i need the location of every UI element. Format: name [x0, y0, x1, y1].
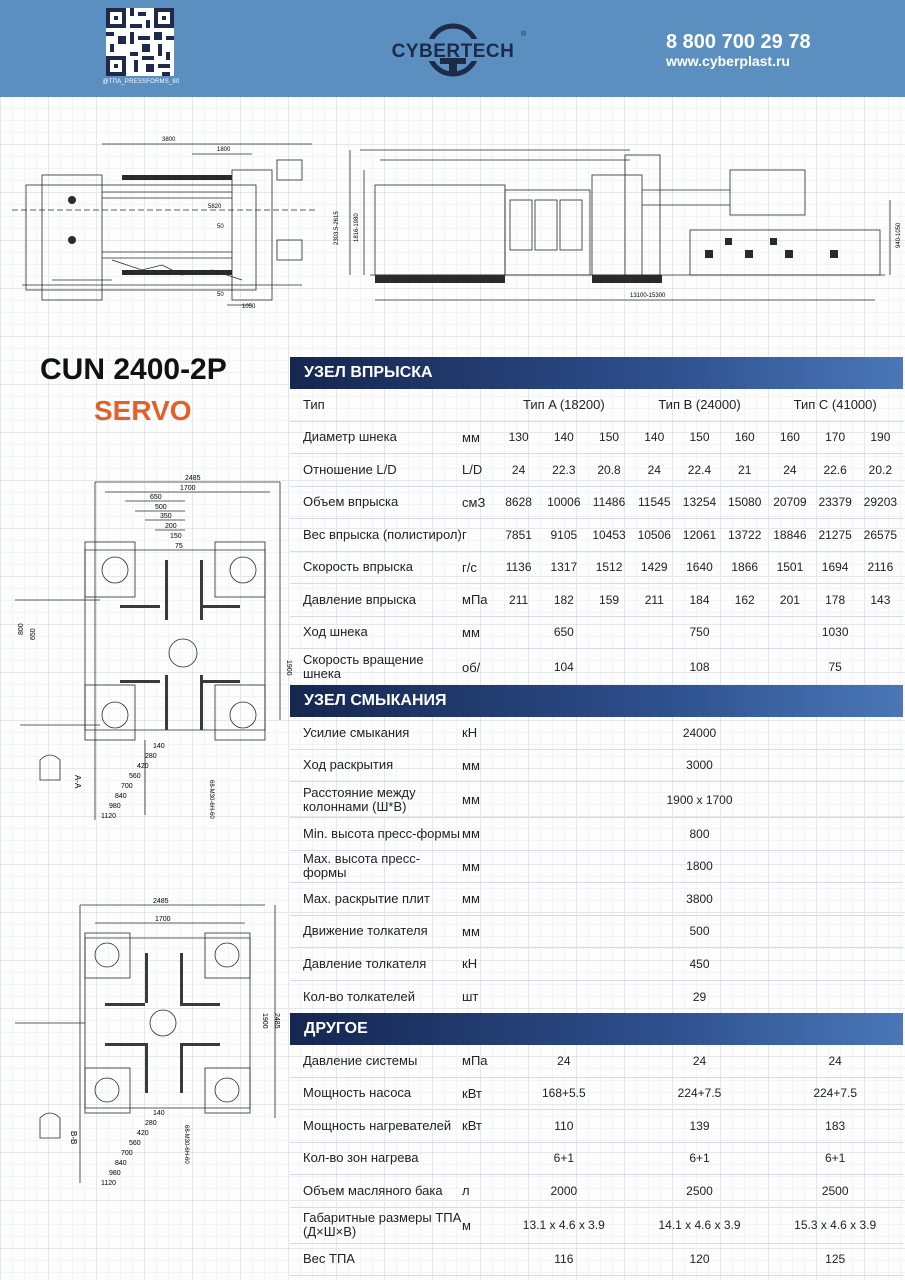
dim-a-75: 75	[175, 543, 183, 550]
cell: 24	[783, 462, 797, 477]
cell: 10506	[637, 527, 671, 542]
cell: 178	[825, 592, 846, 607]
cell: 29	[692, 989, 707, 1004]
cell: 24000	[682, 725, 717, 740]
cell: 143	[870, 592, 891, 607]
row-screw-stroke	[290, 617, 903, 650]
cell: 18846	[773, 527, 807, 542]
website-link[interactable]: www.cyberplast.ru	[666, 53, 790, 69]
cell: 21275	[818, 527, 852, 542]
row-injection-rate	[290, 552, 903, 585]
cell: 6+1	[689, 1151, 710, 1166]
dim-a-1700: 1700	[180, 485, 196, 492]
cell: 15.3 х 4.6 х 3.9	[794, 1218, 877, 1232]
dim-b-420: 420	[137, 1130, 149, 1137]
cell: 183	[825, 1118, 846, 1133]
cell: 20709	[773, 495, 807, 510]
dim-b-1900: 1900	[261, 1013, 268, 1029]
dim-side-1816: 1816-1980	[354, 213, 360, 242]
section-label-b: B-B	[69, 1131, 78, 1145]
qr-code	[106, 8, 174, 76]
dim-b-1120: 1120	[101, 1180, 117, 1187]
dim-a-350: 350	[160, 513, 172, 520]
dim-b-1700: 1700	[155, 916, 171, 923]
dim-a-650: 650	[150, 494, 162, 501]
row-label: Вес ТПА	[303, 1251, 355, 1267]
row-unit: мм	[462, 858, 480, 874]
cell: 104	[553, 660, 574, 674]
row-screw-diameter	[290, 422, 903, 455]
cell: 9105	[550, 527, 578, 542]
dim-a-800: 800	[18, 623, 25, 635]
cell: 182	[553, 592, 574, 607]
row-oil-tank	[290, 1175, 903, 1208]
machine-side-view-drawing	[330, 130, 905, 320]
row-label: Вес впрыска (полистирол)	[303, 526, 462, 542]
section-other: ДРУГОЕ	[290, 1013, 903, 1045]
cell: 10453	[592, 527, 626, 542]
dim-side-13100: 13100-15300	[630, 293, 666, 299]
cell: 1694	[821, 560, 849, 575]
row-unit: мм	[462, 826, 480, 842]
cell: 750	[689, 625, 710, 640]
cell: 1501	[776, 560, 804, 575]
cell: 108	[689, 660, 710, 674]
cell: 1136	[505, 560, 532, 575]
cell: 6+1	[825, 1151, 846, 1166]
dim-b-980: 980	[109, 1170, 121, 1177]
row-unit: мПа	[462, 592, 488, 608]
cell: 20.8	[597, 462, 621, 477]
dim-side-940: 940-1050	[896, 222, 902, 248]
bolt-label-b: 68-M30-6H-60	[183, 1125, 189, 1164]
cell: 139	[689, 1118, 710, 1133]
cell: 20.2	[868, 462, 893, 477]
row-label: Давление толкателя	[303, 955, 427, 971]
row-heater-power	[290, 1110, 903, 1143]
dim-a-650-v: 650	[30, 628, 37, 640]
row-label: Скорость впрыска	[303, 559, 413, 575]
cell: 3000	[686, 758, 713, 773]
cell: 211	[509, 592, 529, 607]
row-label: Max. раскрытие плит	[303, 890, 430, 906]
header-bar	[0, 0, 905, 97]
cell: 22.4	[687, 462, 712, 477]
row-label: Движение толкателя	[303, 923, 428, 939]
cell: 125	[825, 1252, 846, 1267]
row-label: Ход шнека	[303, 624, 368, 640]
row-dimensions	[290, 1208, 903, 1244]
dim-top-3800: 3800	[162, 137, 176, 143]
dim-top-5820: 5820	[208, 204, 222, 210]
cell: 150	[689, 430, 710, 445]
dim-top-1050: 1050	[242, 304, 256, 310]
cell: 201	[779, 592, 800, 607]
cell: 12061	[682, 527, 717, 542]
cell: 184	[689, 592, 710, 607]
row-machine-weight	[290, 1244, 903, 1277]
cell: 2116	[867, 560, 894, 575]
dim-a-700: 700	[121, 783, 133, 790]
cell: 150	[599, 430, 620, 445]
row-label: Отношение L/D	[303, 461, 397, 477]
cell: 75	[828, 660, 842, 674]
row-tie-bar-distance	[290, 782, 903, 818]
row-label: Усилие смыкания	[303, 724, 410, 740]
cell: 170	[825, 430, 846, 445]
cell: 24	[692, 1053, 707, 1068]
type-b: Тип B (24000)	[658, 397, 741, 413]
row-ejector-count	[290, 981, 903, 1014]
row-label: Мощность нагревателей	[303, 1117, 452, 1133]
dim-a-140: 140	[153, 743, 165, 750]
dim-b-840: 840	[115, 1160, 127, 1167]
row-unit: шт	[462, 989, 479, 1005]
dim-b-2485-v: 2485	[273, 1013, 280, 1029]
dim-top-50: 50	[217, 224, 224, 230]
row-shot-volume	[290, 487, 903, 520]
cell: 21	[738, 462, 752, 477]
dim-a-1900: 1900	[285, 660, 292, 676]
row-unit: об/	[462, 659, 481, 675]
brand-logo-text: CYBERTECH	[391, 41, 515, 62]
cell: 29203	[863, 495, 898, 510]
dim-a-560: 560	[129, 773, 141, 780]
dim-side-2303: 2303.5-2615	[334, 211, 340, 245]
cell: 24	[511, 462, 526, 477]
cell: 24	[557, 1053, 571, 1068]
dim-b-2485: 2485	[153, 898, 169, 905]
cell: 11545	[638, 495, 671, 510]
cell: 800	[689, 826, 710, 841]
row-unit: кН	[462, 956, 478, 972]
row-unit: мПа	[462, 1053, 488, 1069]
row-ejector-stroke	[290, 916, 903, 949]
phone-number[interactable]: 8 800 700 29 78	[666, 31, 811, 53]
cell: 22.6	[823, 462, 847, 477]
cell: 140	[553, 430, 574, 445]
cell: 3800	[686, 891, 713, 906]
platen-b-drawing	[5, 893, 290, 1193]
row-label: Мощность насоса	[303, 1085, 412, 1101]
cell: 8628	[505, 495, 532, 510]
cell: 14.1 х 4.6 х 3.9	[658, 1218, 741, 1232]
dim-a-2485: 2485	[185, 475, 201, 482]
row-label: Min. высота пресс-формы	[303, 825, 460, 841]
row-unit: мм	[462, 624, 480, 640]
cell: 116	[554, 1252, 574, 1267]
cell: 160	[779, 430, 800, 445]
dim-b-700: 700	[121, 1150, 133, 1157]
cell: 1800	[686, 859, 713, 874]
cell: 2000	[550, 1183, 578, 1198]
row-label: Давление системы	[303, 1052, 418, 1068]
cell: 2500	[686, 1183, 713, 1198]
cell: 1900 х 1700	[666, 792, 733, 807]
cell: 7851	[505, 527, 532, 542]
model-name: CUN 2400-2P	[40, 353, 227, 386]
row-max-daylight	[290, 883, 903, 916]
platen-a-drawing	[5, 470, 290, 830]
row-label: Объем впрыска	[303, 494, 399, 510]
cell: 159	[599, 592, 620, 607]
cell: 130	[508, 430, 529, 445]
section-label-a: A-A	[73, 775, 82, 789]
row-unit: мм	[462, 792, 480, 807]
row-unit: смЗ	[462, 494, 486, 510]
dim-a-500: 500	[155, 504, 167, 511]
type-c: Тип C (41000)	[793, 397, 877, 413]
cell: 1512	[595, 560, 623, 575]
dim-a-1120: 1120	[101, 813, 117, 820]
row-unit: г/с	[462, 559, 477, 575]
cell: 13.1 х 4.6 х 3.9	[522, 1218, 605, 1232]
row-label: Габаритные размеры ТПА (Д×Ш×В)	[303, 1210, 462, 1239]
row-unit: мм	[462, 923, 480, 939]
cell: 1640	[686, 560, 713, 575]
row-label: Кол-во зон нагрева	[303, 1150, 419, 1166]
cell: 24	[647, 462, 661, 477]
section-clamping: УЗЕЛ СМЫКАНИЯ	[290, 685, 903, 717]
cell: 10006	[547, 495, 581, 510]
section-injection: УЗЕЛ ВПРЫСКА	[290, 357, 903, 389]
brand-logo	[378, 20, 528, 80]
row-unit: г	[462, 527, 467, 543]
dim-a-980: 980	[109, 803, 121, 810]
row-unit: кВт	[462, 1085, 482, 1101]
row-label: Max. высота пресс-формы	[303, 851, 421, 881]
type-label: Тип	[303, 397, 325, 413]
cell: 1866	[731, 560, 759, 575]
cell: 190	[870, 430, 891, 445]
row-pump-power	[290, 1078, 903, 1111]
cell: 13254	[682, 495, 717, 510]
cell: 13722	[728, 527, 762, 542]
row-system-pressure	[290, 1045, 903, 1078]
cell: 211	[644, 592, 664, 607]
row-label: Кол-во толкателей	[303, 988, 415, 1004]
row-shot-weight	[290, 519, 903, 552]
cell: 110	[554, 1118, 574, 1133]
row-unit: мм	[462, 891, 480, 907]
cell: 160	[734, 430, 755, 445]
qr-caption: @ТПА_PRESSFORMS_80	[102, 79, 180, 85]
cell: 6+1	[553, 1151, 575, 1166]
cell: 15080	[728, 495, 762, 510]
type-a: Тип A (18200)	[523, 397, 605, 413]
cell: 24	[828, 1053, 842, 1068]
machine-top-view-drawing	[12, 130, 332, 320]
cell: 2500	[821, 1183, 849, 1198]
cell: 168+5.5	[541, 1086, 586, 1101]
cell: 23379	[818, 495, 852, 510]
row-label: Ход раскрытия	[303, 757, 394, 773]
row-min-mold-height	[290, 818, 903, 851]
dim-a-840: 840	[115, 793, 127, 800]
cell: 26575	[863, 527, 898, 542]
row-ejector-force	[290, 948, 903, 981]
cell: 120	[689, 1252, 710, 1267]
cell: 11486	[592, 495, 626, 510]
row-clamp-force	[290, 717, 903, 750]
dim-a-280: 280	[145, 753, 157, 760]
row-label: Расстояние между колоннами (Ш*В)	[303, 784, 416, 814]
dim-a-200: 200	[165, 523, 177, 530]
row-unit: мм	[462, 429, 480, 445]
row-label: Скорость вращение шнека	[303, 652, 424, 681]
row-injection-pressure	[290, 584, 903, 617]
cell: 1030	[821, 625, 849, 640]
row-unit: кН	[462, 725, 478, 741]
dim-a-420: 420	[137, 763, 149, 770]
row-ld-ratio	[290, 454, 903, 487]
row-label: Диаметр шнека	[303, 429, 397, 445]
cell: 224+7.5	[677, 1086, 722, 1101]
row-opening-stroke	[290, 750, 903, 783]
dim-top-50b: 50	[217, 292, 224, 298]
cell: 1429	[640, 560, 668, 575]
cell: 650	[553, 625, 574, 640]
cell: 140	[644, 430, 665, 445]
row-unit: L/D	[462, 462, 483, 478]
dim-b-560: 560	[129, 1140, 141, 1147]
row-label: Давление впрыска	[303, 591, 416, 607]
dim-top-1800: 1800	[217, 147, 231, 153]
bolt-label-a: 68-M30-6H-60	[208, 780, 214, 819]
injection-type-row	[290, 389, 903, 422]
row-max-mold-height	[290, 851, 903, 884]
cell: 450	[689, 956, 710, 971]
model-variant: SERVO	[94, 395, 192, 426]
row-screw-rotation	[290, 649, 903, 685]
cell: 22.3	[552, 462, 576, 477]
cell: 500	[689, 924, 710, 939]
cell: 1317	[550, 560, 578, 575]
dim-a-150: 150	[170, 533, 182, 540]
dim-b-280: 280	[145, 1120, 157, 1127]
row-unit: мм	[462, 757, 480, 773]
svg-text:®: ®	[521, 31, 527, 38]
row-label: Объем масляного бака	[303, 1182, 443, 1198]
cell: 224+7.5	[813, 1086, 858, 1101]
cell: 162	[734, 592, 755, 607]
row-unit: кВт	[462, 1118, 482, 1134]
row-unit: м	[462, 1217, 471, 1233]
dim-b-140: 140	[153, 1110, 165, 1117]
row-unit: л	[462, 1183, 470, 1199]
spec-table	[290, 357, 903, 1276]
row-heating-zones	[290, 1143, 903, 1176]
